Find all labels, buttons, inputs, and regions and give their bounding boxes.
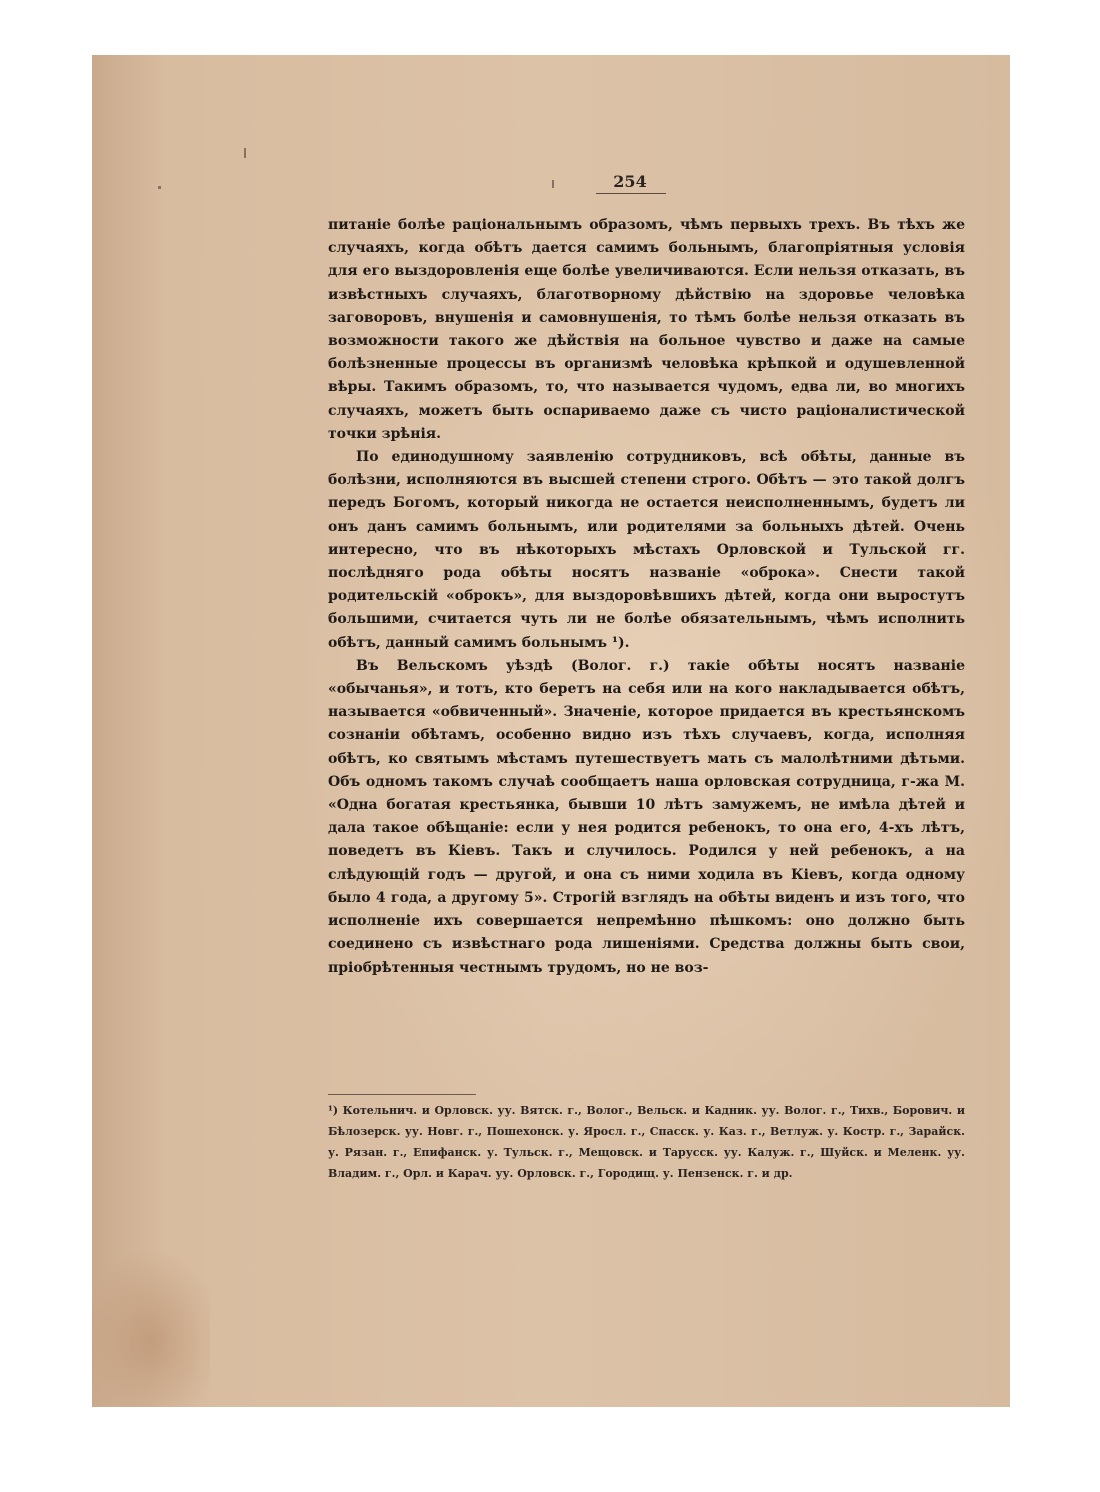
page-number: 254 xyxy=(613,172,647,191)
page-fleck xyxy=(552,180,554,188)
paragraph-3: Въ Вельскомъ уѣздѣ (Волог. г.) такіе обѣты носятъ названіе «обычанья», и тотъ, кто беретъ на себя или на кого накладывается обѣтъ, называется «обвиченный». Значеніе, которое придается въ крестьянскомъ сознаніи обѣтамъ, особенно видно изъ тѣхъ случаевъ, когда, исполняя обѣтъ, ко святымъ мѣстамъ путешествуетъ мать съ малолѣтними дѣтьми. Объ одномъ такомъ случаѣ сообщаетъ наша орловская сотрудница, г-жа М. «Одна богатая крестьянка, бывши 10 лѣтъ замужемъ, не имѣла дѣтей и дала такое обѣщаніе: если у нея родится ребенокъ, то она его, 4-хъ лѣтъ, поведетъ въ Кіевъ. Такъ и случилось. Родился у ней ребенокъ, а на слѣдующій годъ — другой, и она съ ними ходила въ Кіевъ, когда одному было 4 года, а другому 5». Строгій взглядъ на обѣты виденъ и изъ того, что исполненіе ихъ совершается непремѣнно пѣшкомъ: оно должно быть соединено съ извѣстнаго рода лишеніями. Средства должны быть свои, пріобрѣтенныя честнымъ трудомъ, но не воз- xyxy=(328,657,965,976)
page-fleck xyxy=(244,148,246,158)
paragraph-2: По единодушному заявленію сотрудниковъ, всѣ обѣты, данные въ болѣзни, исполняются въ высшей степени строго. Обѣтъ — это такой долгъ передъ Богомъ, который никогда не остается неисполненнымъ, будетъ ли онъ данъ самимъ больнымъ, или родителями за больныхъ дѣтей. Очень интересно, что въ нѣкоторыхъ мѣстахъ Орловской и Тульской гг. послѣдняго рода обѣты носятъ названіе «оброка». Снести такой родительскій «оброкъ», для выздоровѣвшихъ дѣтей, когда они выростутъ большими, считается чуть ли не болѣе обязательнымъ, чѣмъ исполнить обѣтъ, данный самимъ больнымъ ¹). xyxy=(328,449,965,651)
footnote-rule xyxy=(328,1094,476,1095)
footnote: ¹) Котельнич. и Орловск. уу. Вятск. г., Волог., Вельск. и Кадник. уу. Волог. г., Тихв., Борович. и Бѣлозерск. уу. Новг. г., Пошехонск. у. Яросл. г., Спасск. у. Каз. г., Ветлуж. у. Костр. г., Зарайск. у. Рязан. г., Епифанск. у. Тульск. г., Мещовск. и Тарусск. уу. Калуж. г., Шуйск. и Меленк. уу. Владим. г., Орл. и Карач. уу. Орловск. г., Городищ. у. Пензенск. г. и др. xyxy=(328,1104,965,1180)
paragraph-1: питаніе болѣе раціональнымъ образомъ, чѣмъ первыхъ трехъ. Въ тѣхъ же случаяхъ, когда обѣтъ дается самимъ больнымъ, благопріятныя условія для его выздоровленія еще болѣе увеличиваются. Если нельзя отказать, въ извѣстныхъ случаяхъ, благотворному дѣйствію на здоровье человѣка заговоровъ, внушенія и самовнушенія, то тѣмъ болѣе нельзя отказать въ возможности такого же дѣйствія на больное чувство и даже на самые болѣзненные процессы въ организмѣ человѣка крѣпкой и одушевленной вѣры. Такимъ образомъ, то, что называется чудомъ, едва ли, во многихъ случаяхъ, можетъ быть оспариваемо даже съ чисто раціоналистической точки зрѣнія. xyxy=(328,217,965,442)
body-text xyxy=(328,214,965,980)
page-stain xyxy=(92,1235,210,1407)
page-fleck xyxy=(158,186,161,189)
page-number-rule xyxy=(596,193,666,194)
